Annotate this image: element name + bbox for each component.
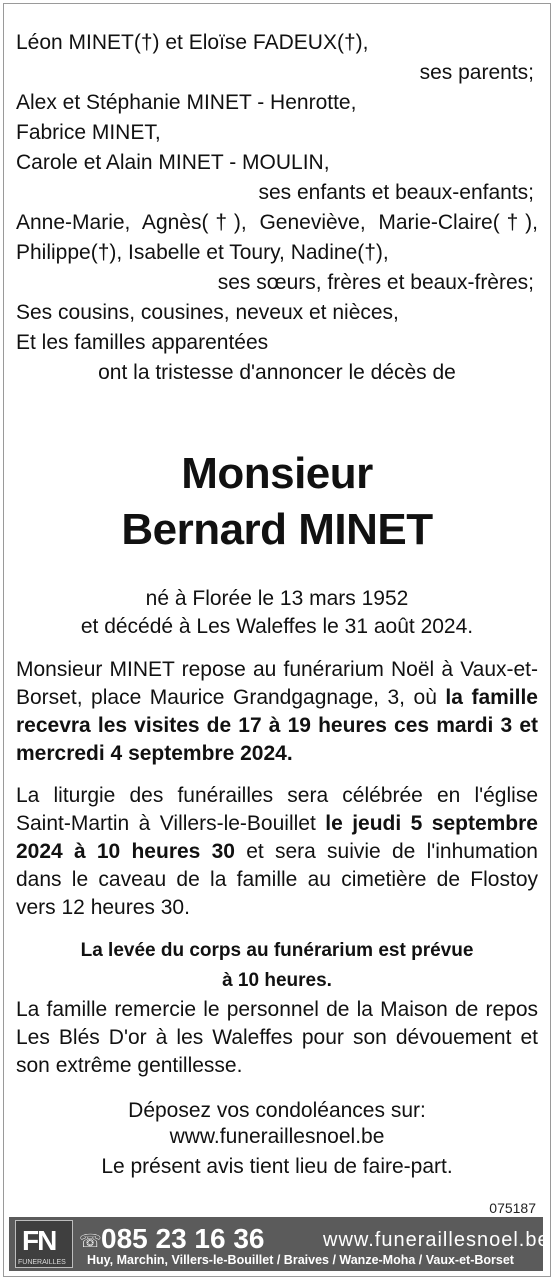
family-line-5: Carole et Alain MINET - MOULIN, [16,151,330,174]
notice-content [16,28,538,1184]
family-line-10: Ses cousins, cousines, neveux et nièces, [16,301,399,324]
obituary-notice [3,3,551,1277]
deceased-name: Bernard MINET [121,505,433,554]
phone-icon: ☏ [79,1231,102,1251]
reference-number: 075187 [489,1200,536,1216]
liturgy-paragraph [16,782,538,922]
footer-towns: Huy, Marchin, Villers-le-Bouillet / Braives / Wanze-Moha / Vaux-et-Borset [87,1253,514,1267]
family-line-8: Philippe(†), Isabelle et Toury, Nadine(†), [16,241,389,264]
logo-mark: FN [22,1225,56,1256]
family-line-3: Alex et Stéphanie MINET - Henrotte, [16,91,357,114]
footer-website[interactable]: www.funeraillesnoel.be [323,1229,550,1251]
visit-hours: la famille recevra les visites de 17 à 19 heures ces mardi 3 et mercredi 4 septembre 2024. [16,686,538,765]
family-role-children: ses enfants et beaux-enfants; [258,181,534,204]
birth-info: né à Florée le 13 mars 1952 [145,587,409,610]
visit-text: Monsieur MINET repose au funérarium Noël à Vaux-et-Borset, place Maurice Grandgagnage, 3, où [16,658,538,709]
visit-paragraph [16,656,538,768]
family-role-siblings: ses sœurs, frères et beaux-frères; [217,271,534,294]
announcement-line: ont la tristesse d'annoncer le décès de [98,361,456,384]
funeral-home-footer [9,1217,550,1271]
death-info: et décédé à Les Waleffes le 31 août 2024. [80,615,474,638]
levee-line-1: La levée du corps au funérarium est prévue [80,940,474,961]
condolences-website[interactable]: www.funeraillesnoel.be [169,1125,385,1148]
levee-line-2: à 10 heures. [222,970,332,991]
funeral-home-logo [15,1220,73,1268]
family-line-11: Et les familles apparentées [16,331,269,354]
family-line-4: Fabrice MINET, [16,121,161,144]
deceased-title: Monsieur [181,449,373,498]
condolences-label: Déposez vos condoléances sur: [128,1099,426,1122]
phone-number[interactable]: 085 23 16 36 [101,1223,265,1254]
family-role-parents: ses parents; [419,61,534,84]
family-line-1: Léon MINET(†) et Eloïse FADEUX(†), [16,31,369,54]
thanks-paragraph: La famille remercie le personnel de la Maison de repos Les Blés D'or à les Waleffes pour son dévouement et son extrême gentillesse. [16,998,538,1077]
liturgy-date: le jeudi 5 septembre 2024 à 10 heures 30 [16,812,538,863]
logo-subtitle: FUNERAILLES [18,1259,66,1266]
faire-part-note: Le présent avis tient lieu de faire-part. [101,1155,453,1178]
liturgy-text-2: et sera suivie de l'inhumation dans le caveau de la famille au cimetière de Flostoy vers 12 heures 30. [16,840,538,919]
family-line-7: Anne-Marie, Agnès(†), Geneviève, Marie-Claire(†), [16,211,538,234]
liturgy-text-1: La liturgie des funérailles sera célébrée en l'église Saint-Martin à Villers-le-Bouillet [16,784,538,835]
